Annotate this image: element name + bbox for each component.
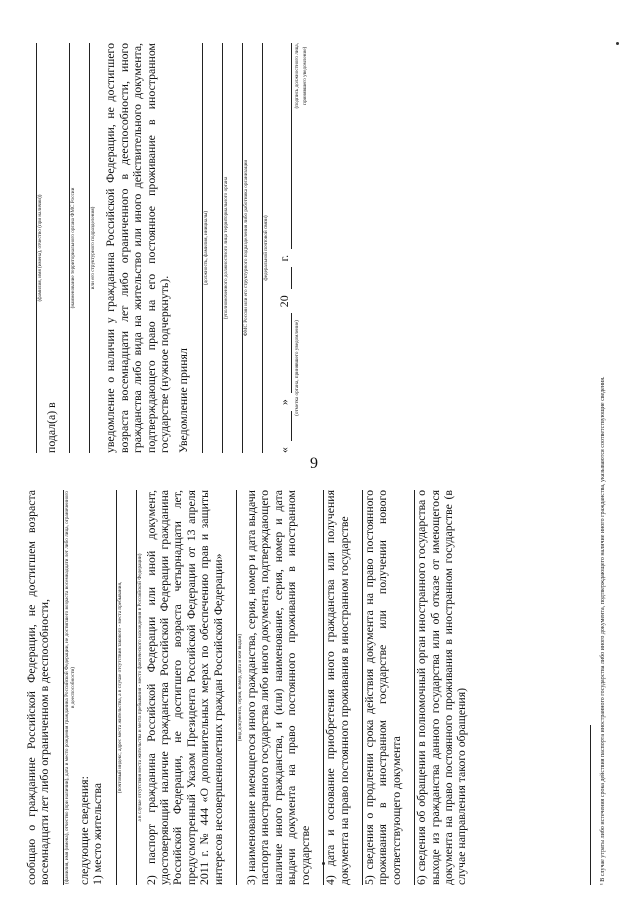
notice-paragraph: уведомление о наличии у гражданина Российской Федерации, не достигшего возраста восемнадцати лет либо ограниченного в дееспособности, иного гражданства либо вида на жительство или иного действительного документа, подтверждающего право на его постоянное проживание в иностранном государстве (нужное подчеркнуть). [103, 43, 172, 453]
official-caption-3: федеральной почтовой связи) [262, 215, 269, 281]
official-caption: (уполномоченного должностного лица территориального органа [222, 176, 229, 320]
mark-caption: (отметка органа, принявшего уведомление) [293, 320, 300, 416]
fill-line [191, 43, 203, 453]
fill-line [58, 43, 70, 453]
address-caption-2: а в случае отсутствия места жительства и места пребывания - место фактического нахождения в Российской Федерации) [136, 553, 143, 822]
fio-caption: (фамилия, имя (имена), отчество (при наличии)) [37, 194, 43, 302]
official-caption-2: ФМС России или его структурного подразделения либо работника организации [242, 159, 249, 337]
item-acquisition: 4) дата и основание приобретения иного гражданства или получения документа на право постоянного проживания в иностранном государстве [323, 490, 351, 885]
year-prefix: 20 [276, 295, 291, 308]
name-caption: (фамилия, имя (имена), отчество (при наличии), дата и место рождения гражданина Российской Федерации, не достигшего возраста восемнадцати лет либо лица, ограниченного в дееспособности) [63, 491, 76, 884]
position-caption: (должность, фамилия, инициалы) [202, 210, 209, 286]
address-caption: (почтовый индекс, адрес места жительства, а в случае отсутствия такового - места пребывания, [116, 581, 123, 794]
fill-line [251, 43, 263, 453]
reported-paragraph: сообщаю о гражданине Российской Федерации, не достигшем возраста восемнадцати лет либо ограниченном в дееспособности, [24, 490, 52, 885]
page-number: 9 [310, 455, 318, 472]
sign-caption: (подпись должностного лица, [293, 43, 300, 109]
left-column [25, 490, 585, 885]
right-column [25, 43, 585, 453]
office-caption: (наименование территориального органа ФМС России [70, 187, 77, 309]
rotated-form [25, 25, 615, 885]
doc-caption: (вид документа, серия, номер, дата и кем выдан) [237, 633, 244, 742]
date-row [277, 43, 292, 453]
item-residence: 1) место жительства [90, 782, 105, 885]
fill-line [231, 43, 243, 453]
year-field[interactable] [280, 267, 292, 289]
footnote-divider [590, 725, 591, 885]
footnote: ¹ В случае утраты либо истечения срока действия паспорта иностранного государства либо иного документа, подтверждающего наличие иного гражданства, указываются соответствующие сведения. [600, 376, 606, 885]
fill-line [78, 43, 90, 453]
fill-line [225, 490, 237, 885]
fill-line [211, 43, 223, 453]
sign-caption-2: принявшего уведомление) [301, 46, 308, 105]
signature-field[interactable] [280, 43, 292, 249]
scan-speck [616, 42, 619, 45]
fill-line [52, 490, 64, 885]
year-suffix: г. [276, 254, 291, 262]
submitted-label: подал(а) в [44, 402, 58, 453]
item-extension: 5) сведения о продлении срока действия документа на право постоянного проживания в иностранном государстве или получении нового соответствующего документа [361, 490, 403, 885]
item-renunciation: 6) сведения об обращении в полномочный орган иностранного государства о выходе из гражданства данного государства или об отказе от имеющегося документа на право постоянного проживания в иностранном государстве (в случае направления такого обращения) [414, 490, 469, 885]
fill-line [25, 43, 37, 453]
office-caption-2: или его структурного подразделения) [90, 206, 97, 290]
item-other-citizenship: 3) наименование имеющегося иного гражданства, серия, номер и дата выдачи паспорта иностранного государства либо иного документа, подтверждающего наличие иного гражданства, и (или) наименование, серия, номер и дата выдачи документа на право постоянного проживания в иностранном государстве [244, 490, 312, 885]
item-passport: 2) паспорт гражданина Российской Федерации или иной документ, удостоверяющий наличие гражданства Российской Федерации гражданина Российской Федерации, не достигшего возраста четырнадцати лет, предусмотренный Указом Президента Российской Федерации от 13 апреля 2011 г. № 444 «О дополнительных мерах по обеспечению прав и защиты интересов несовершеннолетних граждан Российской Федерации» [143, 490, 225, 885]
accepted-label: Уведомление принял [176, 348, 191, 453]
month-field[interactable] [280, 313, 292, 393]
next-info: следующие сведения: [76, 776, 91, 885]
day-field[interactable] [280, 411, 292, 441]
date-quote-open: « [276, 447, 291, 453]
fill-line [125, 490, 137, 885]
fill-line [105, 490, 117, 885]
date-quote-close: » [276, 399, 291, 406]
